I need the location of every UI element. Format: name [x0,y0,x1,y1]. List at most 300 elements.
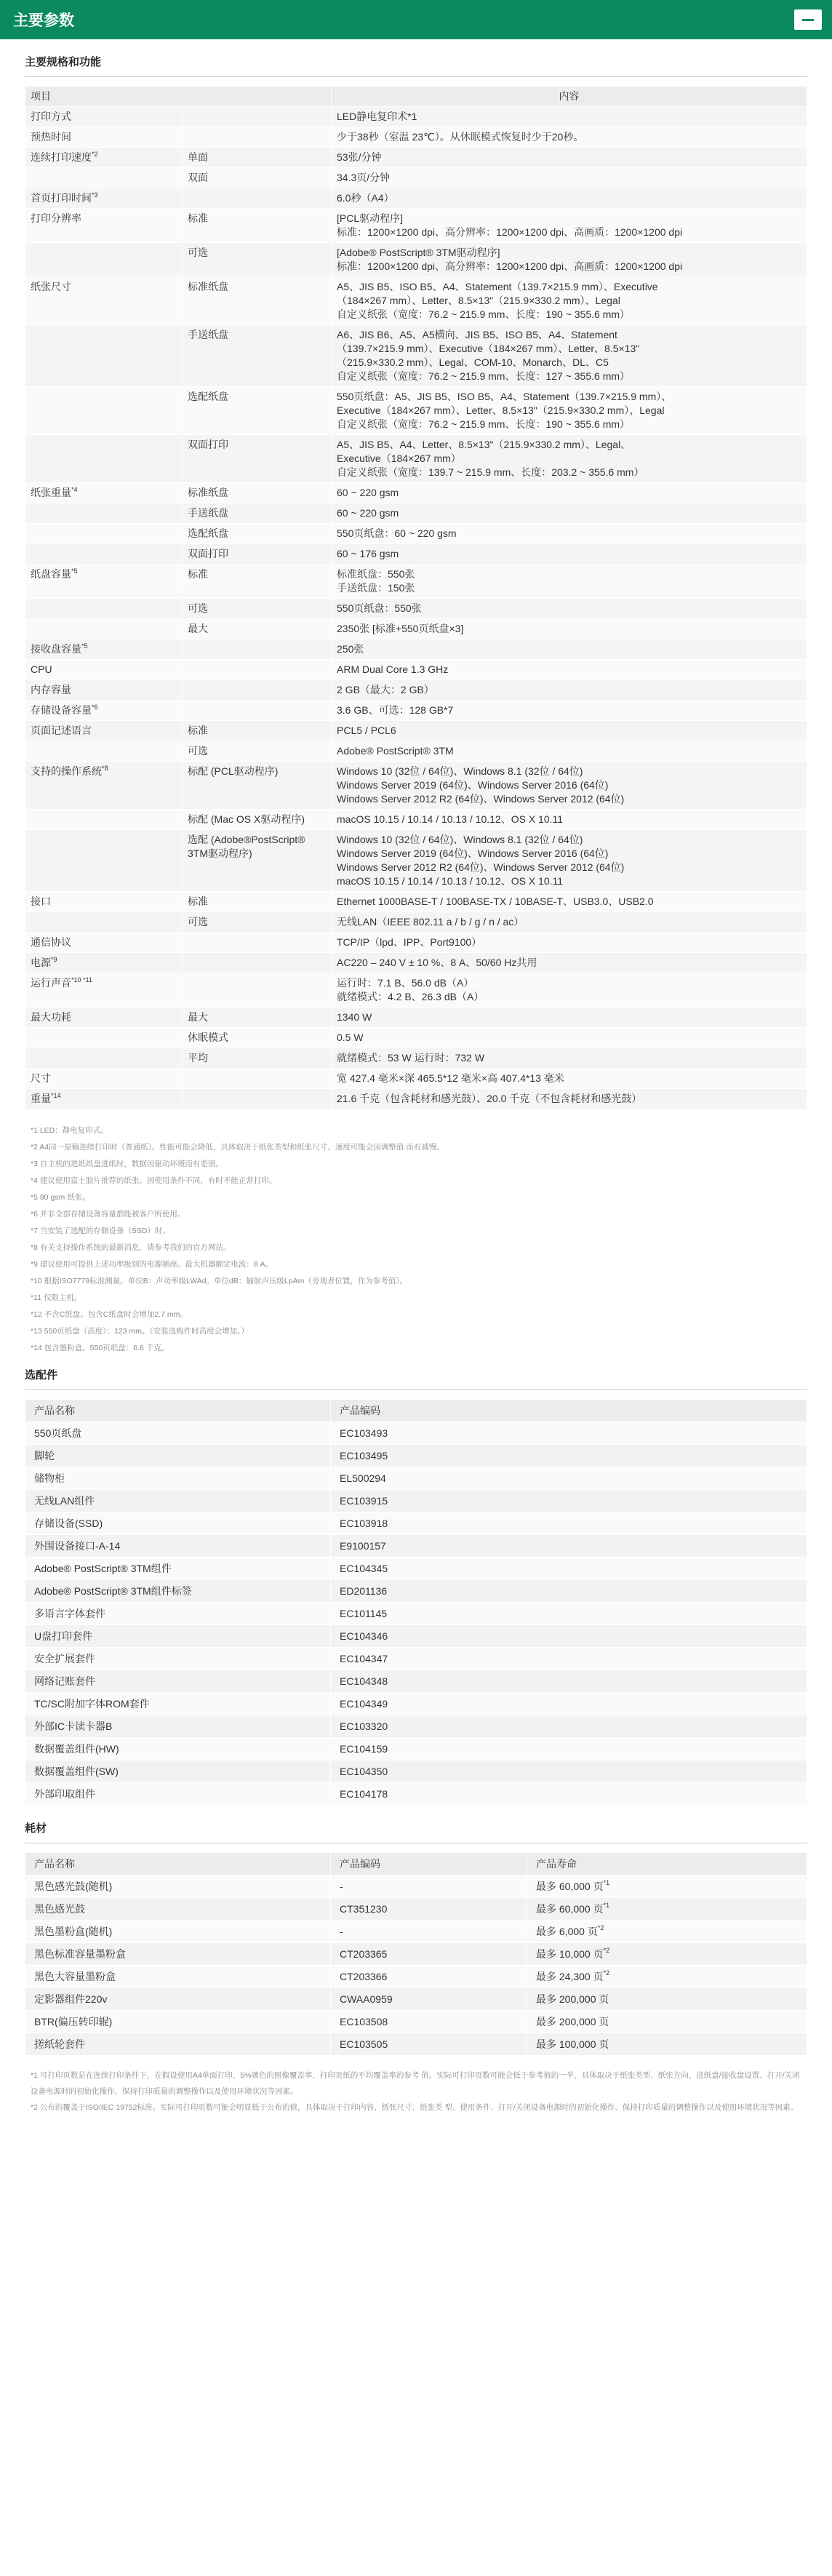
spec-content [332,325,807,387]
spec-content [332,243,807,277]
spec-content-line: A5、JIS B5、A4、Letter、8.5×13"（215.9×330.2 mm）、Legal、 [337,439,631,450]
spec-content-line: LED静电复印术*1 [337,111,417,122]
spec-row [25,953,807,973]
spec-row [25,912,807,933]
consumable-life-value: 最多 60,000 页 [536,1881,604,1892]
spec-content-line: 34.3页/分钟 [337,172,391,183]
spec-row [25,243,807,277]
option-name: 外部印取组件 [25,1783,331,1806]
consumable-note: *1 可打印页数是在连续打印条件下，在假设使用A4单面打印、5%颜色的图像覆盖率、打印页纸的平均覆盖率的参考 值。实际可打印页数可能会低于参考值的一半，具体取决于纸张类型、纸张方向、进纸盘/接收盘设置、打开/关闭设备电源时的初始化操作、保持打印质量的调整操作以及使用环境状况等因素。 [31,2071,800,2096]
option-row [25,1648,807,1670]
spec-subitem: 休眠模式 [183,1028,332,1048]
consumables-head-life: 产品寿命 [527,1853,807,1875]
spec-content-line: 无线LAN（IEEE 802.11 a / b / g / n / ac） [337,916,524,928]
spec-subitem: 标准 [183,892,332,912]
spec-item-label: 最大功耗 [31,1011,71,1023]
spec-content [332,680,807,701]
option-code: EC103915 [331,1490,807,1512]
spec-item [25,387,183,435]
spec-content-line: 0.5 W [337,1032,364,1043]
spec-note: *1 LED：静电复印式。 [31,1126,108,1135]
spec-content-line: 60 ~ 220 gsm [337,487,399,498]
spec-subitem: 平均 [183,1048,332,1069]
spec-content [332,762,807,810]
spec-item-label: 纸张尺寸 [31,281,71,292]
spec-subitem [183,188,332,209]
consumable-code: CT203365 [331,1943,527,1966]
spec-item-label: 运行声音 [31,977,71,989]
spec-content-line: 标准：1200×1200 dpi、高分辨率：1200×1200 dpi、高画质：1200×1200 dpi [337,260,683,272]
option-name: U盘打印套件 [25,1625,331,1648]
consumable-life-value: 最多 6,000 页 [536,1926,598,1937]
option-code: EC104350 [331,1760,807,1783]
consumables-section-title: 耗材 [25,1822,47,1835]
spec-subitem: 标准纸盘 [183,277,332,325]
option-row [25,1603,807,1625]
spec-subitem [183,107,332,127]
spec-note: *5 80 gsm 纸张。 [31,1193,90,1202]
spec-subitem [183,1089,332,1109]
spec-content-line: 宽 427.4 毫米×深 465.5*12 毫米×高 407.4*13 毫米 [337,1072,564,1084]
content [0,39,832,2116]
consumable-name: 黑色标准容量墨粉盒 [25,1943,331,1966]
consumable-name: 黑色大容量墨粉盒 [25,1966,331,1988]
consumable-code: - [331,1921,527,1943]
spec-subitem: 最大 [183,619,332,639]
spec-row [25,680,807,701]
consumables-head-code: 产品编码 [331,1853,527,1875]
spec-content-line: 标准纸盘：550张 [337,568,415,580]
spec-item-note: *8 [102,765,108,772]
consumable-code: - [331,1875,527,1898]
spec-item [25,565,183,599]
consumable-row [25,1988,807,2011]
spec-item [25,325,183,387]
spec-content [332,810,807,830]
spec-item [25,912,183,933]
consumable-life-value: 最多 200,000 页 [536,1993,609,2005]
spec-content [332,387,807,435]
spec-item-label: 预热时间 [31,131,71,143]
option-row [25,1693,807,1715]
spec-subitem: 可选 [183,741,332,762]
spec-item [25,1008,183,1028]
options-head-name: 产品名称 [25,1400,331,1422]
consumable-code: CT351230 [331,1898,527,1921]
spec-item-label: 接口 [31,896,51,907]
spec-subitem [183,680,332,701]
spec-note: *4 建议使用富士胶片推荐的纸张。因使用条件不同，有时不能正常打印。 [31,1176,277,1185]
spec-head-content: 内容 [332,87,807,107]
option-name: 存储设备(SSD) [25,1512,331,1535]
spec-item [25,1089,183,1109]
spec-row [25,107,807,127]
spec-item-note: *5 [71,567,78,575]
option-code: EL500294 [331,1467,807,1490]
spec-subitem: 可选 [183,243,332,277]
option-code: EC103495 [331,1445,807,1467]
consumable-life [527,2033,807,2056]
spec-content-line: 少于38秒（室温 23℃）。从休眠模式恢复时少于20秒。 [337,131,584,143]
spec-item-label: 首页打印时间 [31,192,92,204]
spec-content [332,483,807,503]
spec-item [25,1048,183,1069]
consumable-code: CWAA0959 [331,1988,527,2011]
spec-item-note: *9 [51,956,57,963]
spec-note: *10 根据ISO7779标准测量。单位B：声功率级LWAd。单位dB：辐射声压级LpAm（旁观者位置，作为参考值）。 [31,1277,408,1285]
spec-row [25,188,807,209]
spec-note: *8 有关支持操作系统的最新消息，请参考我们的官方网站。 [31,1243,231,1252]
spec-subitem: 最大 [183,1008,332,1028]
spec-content [332,741,807,762]
spec-row [25,1008,807,1028]
option-name: 安全扩展套件 [25,1648,331,1670]
option-name: 无线LAN组件 [25,1490,331,1512]
option-name: 储物柜 [25,1467,331,1490]
spec-content [332,953,807,973]
spec-content-line: 标准：1200×1200 dpi、高分辨率：1200×1200 dpi、高画质：1200×1200 dpi [337,226,683,238]
option-name: Adobe® PostScript® 3TM组件标签 [25,1580,331,1603]
spec-content-line: 就绪模式：53 W 运行时：732 W [337,1052,485,1064]
spec-content-line: AC220 – 240 V ± 10 %、8 A、50/60 Hz共用 [337,957,537,968]
spec-item [25,660,183,680]
spec-item [25,107,183,127]
spec-subitem: 可选 [183,912,332,933]
spec-item-label: 通信协议 [31,936,71,948]
spec-item [25,741,183,762]
option-code: ED201136 [331,1580,807,1603]
spec-item-label: 重量 [31,1093,51,1104]
option-name: 网络记账套件 [25,1670,331,1693]
consumable-life-note: *2 [603,1969,610,1977]
spec-item [25,188,183,209]
spec-content-line: 手送纸盘：150张 [337,582,415,594]
spec-content-line: 2350张 [标准+550页纸盘×3] [337,623,464,634]
spec-content-line: 21.6 千克（包含耗材和感光鼓）、20.0 千克（不包含耗材和感光鼓） [337,1093,642,1104]
spec-subitem [183,1069,332,1089]
spec-subitem: 标准 [183,209,332,243]
option-name: Adobe® PostScript® 3TM组件 [25,1558,331,1580]
consumable-code: EC103505 [331,2033,527,2056]
spec-content-line: Executive（184×267 mm）、Letter、8.5×13"（215.9×330.2 mm）、Legal [337,404,665,416]
spec-row [25,639,807,660]
spec-section-title: 主要规格和功能 [25,56,102,68]
spec-subitem: 手送纸盘 [183,325,332,387]
spec-subitem: 双面打印 [183,544,332,565]
spec-content [332,503,807,524]
spec-subitem: 标配 (Mac OS X驱动程序) [183,810,332,830]
option-name: 数据覆盖组件(SW) [25,1760,331,1783]
spec-content-line: 550页纸盘：550张 [337,602,422,614]
spec-content-line: Executive（184×267 mm） [337,452,461,464]
consumable-name: 黑色感光鼓(随机) [25,1875,331,1898]
spec-row [25,565,807,599]
spec-item [25,762,183,810]
spec-subitem [183,127,332,148]
spec-item [25,243,183,277]
spec-content [332,524,807,544]
consumable-life [527,1988,807,2011]
spec-item-label: 支持的操作系统 [31,765,102,777]
spec-content-line: （184×267 mm）、Letter、8.5×13"（215.9×330.2 mm）、Legal [337,295,620,306]
spec-note: *9 建议使用可提供上述功率级别的电源插座。最大机器额定电流：8 A。 [31,1260,273,1269]
spec-row [25,387,807,435]
option-code: E9100157 [331,1535,807,1558]
option-row [25,1738,807,1760]
consumable-life [527,1921,807,1943]
consumable-row [25,1921,807,1943]
spec-row [25,741,807,762]
spec-content-line: 6.0秒（A4） [337,192,394,204]
spec-subitem: 选配 (Adobe®PostScript® 3TM驱动程序) [183,830,332,892]
consumable-row [25,1898,807,1921]
spec-item [25,483,183,503]
spec-subitem: 可选 [183,599,332,619]
spec-row [25,810,807,830]
spec-row [25,544,807,565]
consumable-row [25,2033,807,2056]
option-name: 外部IC卡读卡器B [25,1715,331,1738]
spec-item [25,1028,183,1048]
spec-row [25,325,807,387]
spec-item [25,892,183,912]
spec-content-line: PCL5 / PCL6 [337,725,396,736]
spec-content-line: 53张/分钟 [337,151,382,163]
spec-content-line: 自定义纸张（宽度：139.7 ~ 215.9 mm、长度：203.2 ~ 355.6 mm） [337,466,644,478]
spec-content-line: 就绪模式：4.2 B、26.3 dB（A） [337,991,484,1002]
spec-row [25,599,807,619]
consumable-name: 定影器组件220v [25,1988,331,2011]
option-code: EC104345 [331,1558,807,1580]
spec-subitem: 双面打印 [183,435,332,483]
spec-subitem: 选配纸盘 [183,387,332,435]
spec-content-line: macOS 10.15 / 10.14 / 10.13 / 10.12、OS X 10.11 [337,875,564,887]
spec-row [25,435,807,483]
spec-content-line: 运行时：7.1 B、56.0 dB（A） [337,977,474,989]
spec-content-line: 550页纸盘：A5、JIS B5、ISO B5、A4、Statement（139.7×215.9 mm）、 [337,391,672,402]
spec-item-label: 页面记述语言 [31,725,92,736]
spec-content-line: （139.7×215.9 mm）、Executive（184×267 mm）、Letter、8.5×13" [337,343,640,354]
spec-item-label: 内存容量 [31,684,71,695]
spec-content [332,1008,807,1028]
spec-content-line: 自定义纸张（宽度：76.2 ~ 215.9 mm、长度：190 ~ 355.6 mm） [337,308,631,320]
consumable-row [25,1966,807,1988]
spec-content-line: A6、JIS B6、A5、A5横向、JIS B5、ISO B5、A4、Statement [337,329,617,340]
section-heading: 主要参数 [13,12,74,29]
spec-content [332,565,807,599]
spec-item [25,127,183,148]
spec-item-label: 尺寸 [31,1072,51,1084]
spec-content-line: 60 ~ 176 gsm [337,548,399,559]
option-name: 脚轮 [25,1445,331,1467]
spec-item [25,639,183,660]
spec-table [25,86,807,1109]
spec-item [25,973,183,1008]
spec-content-line: Windows Server 2019 (64位)、Windows Server 2016 (64位) [337,779,609,791]
spec-content-line: 550页纸盘：60 ~ 220 gsm [337,527,457,539]
spec-item-label: 接收盘容量 [31,643,81,655]
spec-note: *11 仅限主机。 [31,1293,82,1302]
option-row [25,1422,807,1445]
option-row [25,1445,807,1467]
spec-content-line: 自定义纸张（宽度：76.2 ~ 215.9 mm、长度：127 ~ 355.6 mm） [337,370,631,382]
spec-content [332,933,807,953]
consumable-life-note: *1 [603,1902,610,1909]
spec-content [332,701,807,721]
spec-row [25,1069,807,1089]
spec-content-line: Windows Server 2019 (64位)、Windows Server 2016 (64位) [337,848,609,859]
option-row [25,1760,807,1783]
consumable-life [527,1875,807,1898]
option-code: EC101145 [331,1603,807,1625]
spec-content-line: 3.6 GB、可选：128 GB*7 [337,704,454,716]
consumable-row [25,1875,807,1898]
option-name: 多语言字体套件 [25,1603,331,1625]
spec-subitem: 双面 [183,168,332,188]
spec-content-line: 自定义纸张（宽度：76.2 ~ 215.9 mm、长度：190 ~ 355.6 mm） [337,418,631,430]
option-row [25,1670,807,1693]
spec-content-line: Adobe® PostScript® 3TM [337,745,454,757]
spec-item-note: *5 [81,642,88,650]
spec-subitem [183,933,332,953]
spec-item [25,277,183,325]
title-bar [0,0,832,39]
spec-row [25,503,807,524]
option-name: TC/SC附加字体ROM套件 [25,1693,331,1715]
spec-content [332,127,807,148]
spec-subitem: 选配纸盘 [183,524,332,544]
spec-content [332,721,807,741]
consumable-life [527,2011,807,2033]
spec-item-note: *10 *11 [71,976,92,984]
spec-content [332,1089,807,1109]
spec-item-label: 电源 [31,957,51,968]
consumable-name: 搓纸轮套件 [25,2033,331,2056]
spec-content [332,892,807,912]
spec-note: *7 当安装了选配的存储设备（SSD）时。 [31,1227,170,1235]
spec-item-label: 纸盘容量 [31,568,71,580]
spec-content-line: 250张 [337,643,364,655]
spec-item [25,209,183,243]
spec-row [25,721,807,741]
spec-content [332,599,807,619]
spec-row [25,524,807,544]
spec-item [25,830,183,892]
spec-row [25,892,807,912]
spec-row [25,483,807,503]
spec-content [332,277,807,325]
option-row [25,1625,807,1648]
option-code: EC104346 [331,1625,807,1648]
option-row [25,1467,807,1490]
spec-item [25,1069,183,1089]
spec-subitem [183,639,332,660]
spec-content-line: Windows Server 2012 R2 (64位)、Windows Server 2012 (64位) [337,861,625,873]
spec-content-line: macOS 10.15 / 10.14 / 10.13 / 10.12、OS X 10.11 [337,813,564,825]
collapse-icon[interactable] [794,9,822,30]
spec-item [25,599,183,619]
spec-subitem [183,973,332,1008]
spec-item [25,435,183,483]
spec-subitem [183,953,332,973]
spec-row [25,973,807,1008]
spec-subitem: 标准 [183,721,332,741]
spec-content [332,1069,807,1089]
consumable-life-value: 最多 24,300 页 [536,1971,604,1982]
spec-subitem: 标配 (PCL驱动程序) [183,762,332,810]
spec-note: *6 并非全部存储设备容量都能被客户所使用。 [31,1210,185,1219]
spec-row [25,830,807,892]
option-code: EC104349 [331,1693,807,1715]
spec-content-line: 1340 W [337,1011,372,1023]
spec-footnotes [31,1122,807,1357]
consumable-row [25,2011,807,2033]
option-code: EC103918 [331,1512,807,1535]
spec-content-line: Windows 10 (32位 / 64位)、Windows 8.1 (32位 / 64位) [337,765,583,777]
option-row [25,1580,807,1603]
spec-subitem: 标准 [183,565,332,599]
spec-item-note: *2 [92,151,98,158]
spec-item-note: *4 [71,486,78,493]
spec-item [25,619,183,639]
spec-note: *14 包含墨粉盒。550页纸盘：6.6 千克。 [31,1344,169,1352]
option-row [25,1715,807,1738]
spec-item [25,810,183,830]
consumable-code: CT203366 [331,1966,527,1988]
spec-row [25,168,807,188]
spec-content-line: A5、JIS B5、ISO B5、A4、Statement（139.7×215.9 mm）、Executive [337,281,658,292]
spec-item-label: 存储设备容量 [31,704,92,716]
option-code: EC104348 [331,1670,807,1693]
option-code: EC104178 [331,1783,807,1806]
spec-row [25,148,807,168]
spec-item-note: *3 [92,191,98,199]
spec-row [25,1028,807,1048]
consumable-row [25,1943,807,1966]
spec-item-label: 连续打印速度 [31,151,92,163]
spec-content-line: Ethernet 1000BASE-T / 100BASE-TX / 10BASE-T、USB3.0、USB2.0 [337,896,654,907]
spec-content [332,1028,807,1048]
consumable-life-value: 最多 60,000 页 [536,1903,604,1915]
options-section-title: 选配件 [25,1369,58,1381]
consumable-note: *2 公布的覆盖于ISO/IEC 19752标准。实际可打印页数可能会明显低于公布的值，具体取决于打印内容、纸张尺寸、纸张类 型、使用条件、打开/关闭设备电源时的初始化操作、保持打印质量的调整操作以及使用环境状况等因素。 [31,2103,799,2112]
option-code: EC104347 [331,1648,807,1670]
spec-item-label: 打印方式 [31,111,71,122]
spec-item-note: *6 [92,703,98,711]
spec-content [332,107,807,127]
spec-content-line: Windows Server 2012 R2 (64位)、Windows Server 2012 (64位) [337,793,625,805]
spec-row [25,762,807,810]
spec-note: *2 A4同一原稿连续打印时（普通纸）。性能可能会降低，具体取决于纸张类型和纸张尺寸、速度可能会因调整值 而有减慢。 [31,1143,444,1152]
spec-content [332,1048,807,1069]
spec-row [25,660,807,680]
spec-content [332,544,807,565]
option-name: 外围设备接口-A-14 [25,1535,331,1558]
consumables-head-name: 产品名称 [25,1853,331,1875]
consumables-footnotes [31,2067,807,2116]
option-row [25,1535,807,1558]
consumable-life-note: *1 [603,1879,610,1886]
spec-content [332,209,807,243]
spec-content [332,660,807,680]
option-code: EC104159 [331,1738,807,1760]
spec-item-note: *14 [51,1092,61,1099]
spec-content-line: ARM Dual Core 1.3 GHz [337,663,449,675]
option-code: EC103493 [331,1422,807,1445]
spec-content [332,188,807,209]
spec-item [25,503,183,524]
spec-row [25,933,807,953]
